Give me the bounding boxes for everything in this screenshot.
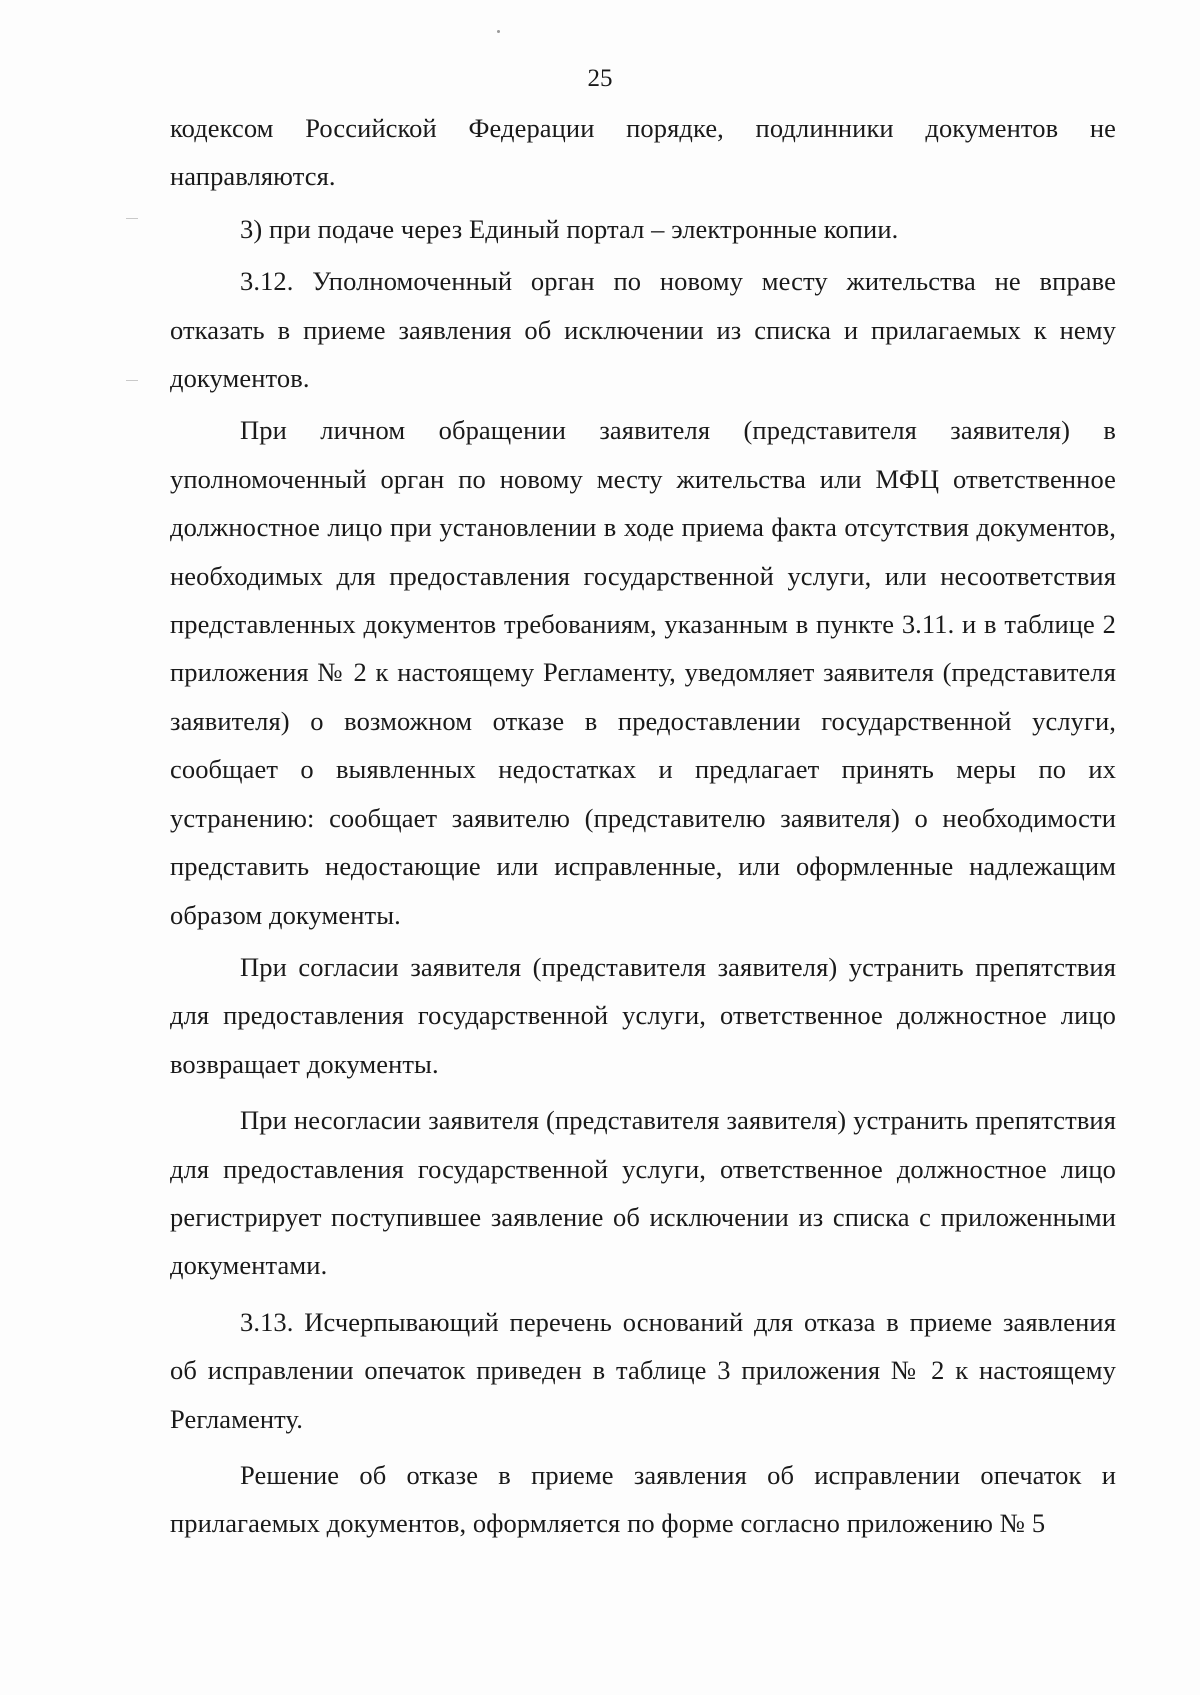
paragraph-refusal-decision: Решение об отказе в приеме заявления об исправлении опечаток и прилагаемых документов, оформляется по форме согласно приложению № 5 bbox=[170, 1459, 1116, 1539]
paragraph-item-3: 3) при подаче через Единый портал – электронные копии. bbox=[240, 213, 899, 244]
paragraph-section-3-13: 3.13. Исчерпывающий перечень оснований для отказа в приеме заявления об исправлении опечаток приведен в таблице 3 приложения № 2 к настоящему Регламенту. bbox=[170, 1306, 1116, 1434]
paragraph-personal-request: При личном обращении заявителя (представителя заявителя) в уполномоченный орган по новому месту жительства или МФЦ ответственное должностное лицо при установлении в ходе приема факта отсутствия документов, необходимых для предоставления государственной услуги, или несоответствия представленных документов требованиям, указанным в пункте 3.11. и в таблице 2 приложения № 2 к настоящему Регламенту, уведомляет заявителя (представителя заявителя) о возможном отказе в предоставлении государственной услуги, сообщает о выявленных недостатках и предлагает принять меры по их устранению: сообщает заявителю (представителю заявителя) о необходимости представить недостающие или исправленные, или оформленные надлежащим образом документы. bbox=[170, 415, 1116, 930]
scan-mark bbox=[126, 380, 138, 381]
paragraph-continuation: кодексом Российской Федерации порядке, подлинники документов не направляются. bbox=[170, 113, 1116, 192]
document-body bbox=[170, 104, 1116, 1548]
scan-mark bbox=[126, 218, 138, 219]
scan-speck bbox=[497, 30, 500, 33]
paragraph-disagreement: При несогласии заявителя (представителя заявителя) устранить препятствия для предоставления государственной услуги, ответственное должностное лицо регистрирует поступившее заявление об исключении из списка с приложенными документами. bbox=[170, 1105, 1116, 1281]
paragraph-section-3-12: 3.12. Уполномоченный орган по новому месту жительства не вправе отказать в приеме заявления об исключении из списка и прилагаемых к нему документов. bbox=[170, 266, 1116, 394]
page-number: 25 bbox=[587, 65, 613, 92]
paragraph-consent: При согласии заявителя (представителя заявителя) устранить препятствия для предоставления государственной услуги, ответственное должностное лицо возвращает документы. bbox=[170, 951, 1116, 1079]
